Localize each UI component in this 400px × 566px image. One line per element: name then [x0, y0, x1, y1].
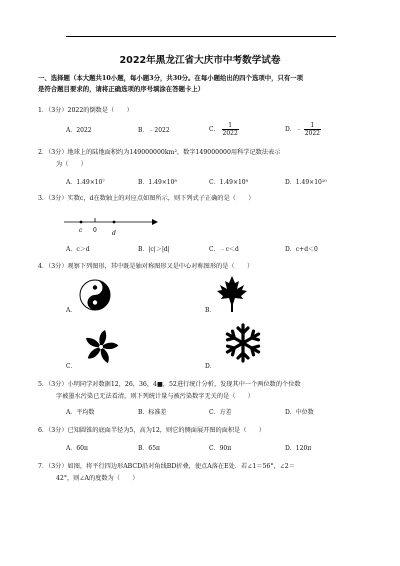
top-rule [66, 36, 336, 37]
question-7-stem-line1: 7．（3分）如图，将平行四边形ABCD沿对角线BD折叠，使点A落在E处．若∠1＝56°，∠2＝ [38, 463, 295, 470]
q5-option-a: A．平均数 [66, 409, 95, 416]
question-3-stem: 3．（3分）实数c，d在数轴上的对应点如图所示，则下列式子正确的是（ ） [38, 195, 255, 202]
question-2-stem-line1: 2．（3分）地球上的陆地面积约为149000000km²，数字149000000用科学记数法表示 [38, 149, 281, 156]
q1-option-d-denominator: 2022 [304, 130, 321, 137]
q1-option-d-fraction [304, 122, 321, 137]
question-6-stem: 6．（3分）已知圆锥的底面半径为5，高为12，则它的侧面展开图的面积是（ ） [38, 427, 265, 434]
q4-option-b: B． [205, 307, 216, 314]
bauhinia-flower-icon [82, 328, 120, 366]
snowflake-icon [222, 322, 264, 364]
q6-option-c: C．90π [209, 445, 232, 452]
point-c-label: c [79, 227, 83, 234]
section-header-line1: 一、选择题（本大题共10小题，每小题3分，共30分。在每小题给出的四个选项中，只有一项 [38, 74, 304, 82]
q4-option-c: C． [66, 363, 77, 370]
q6-option-d: D．120π [285, 445, 312, 452]
q1-option-d-numerator: 1 [304, 122, 321, 130]
question-4-stem: 4．（3分）观察下列图形，其中既是轴对称图形又是中心对称图形的是（ ） [38, 263, 254, 270]
q1-option-c [209, 122, 239, 137]
q2-option-b: B．1.49×10⁸ [138, 179, 177, 186]
section-header-line2: 是符合题目要求的，请将正确选项的序号填涂在答题卡上） [38, 85, 205, 93]
q1-option-c-numerator: 1 [222, 122, 239, 130]
point-d-label: d [112, 230, 116, 237]
q3-option-c: C．﹣c＜d [209, 246, 239, 253]
maple-leaf-icon [214, 274, 250, 314]
point-c-dot [80, 221, 83, 224]
q1-option-d [285, 122, 321, 137]
q5-option-b: B．标准差 [138, 409, 167, 416]
number-line-arrow [152, 219, 158, 225]
q2-option-a: A．1.49×10⁷ [66, 179, 105, 186]
q3-option-b: B．|c|＞|d| [138, 246, 170, 253]
number-line-figure [60, 212, 160, 238]
question-2-stem-line2: 为（ ） [56, 161, 87, 168]
zero-label: 0 [93, 227, 97, 234]
page-title: 2022年黑龙江省大庆市中考数学试卷 [119, 55, 281, 66]
question-1-stem: 1．（3分）2022的倒数是（ ） [38, 107, 133, 114]
q1-option-c-denominator: 2022 [222, 130, 238, 137]
q6-option-b: B．65π [138, 445, 160, 452]
question-5-stem-line2: 字被墨水污染已无法看清，则下列统计量与被污染数字无关的是（ ） [56, 393, 254, 400]
q1-option-c-label: C． [209, 126, 220, 133]
point-d-dot [113, 221, 116, 224]
q5-option-d: D．中位数 [285, 409, 314, 416]
q3-option-a: A．c＞d [66, 246, 90, 253]
q1-option-c-fraction [222, 122, 239, 137]
yin-yang-icon [78, 278, 112, 312]
q1-option-b: B．﹣2022 [138, 127, 170, 134]
q4-option-d: D． [205, 363, 216, 370]
q5-option-c: C．方差 [209, 409, 232, 416]
q1-option-a: A．2022 [66, 127, 92, 134]
q3-option-d: D．c+d＜0 [285, 246, 318, 253]
question-7-stem-line2: 42°，则∠A的度数为（ ） [56, 475, 139, 482]
q2-option-d: D．1.49×10¹⁰ [285, 179, 327, 186]
q6-option-a: A．60π [66, 445, 88, 452]
question-5-stem-line1: 5．（3分）小明同学对数据12，26，36，4■，52进行统计分析，发现其中一个两位数的个位数 [38, 381, 301, 388]
q1-option-d-label: D．﹣ [285, 126, 302, 133]
q2-option-c: C．1.49×10⁹ [209, 179, 249, 186]
q4-option-a: A． [66, 307, 77, 314]
